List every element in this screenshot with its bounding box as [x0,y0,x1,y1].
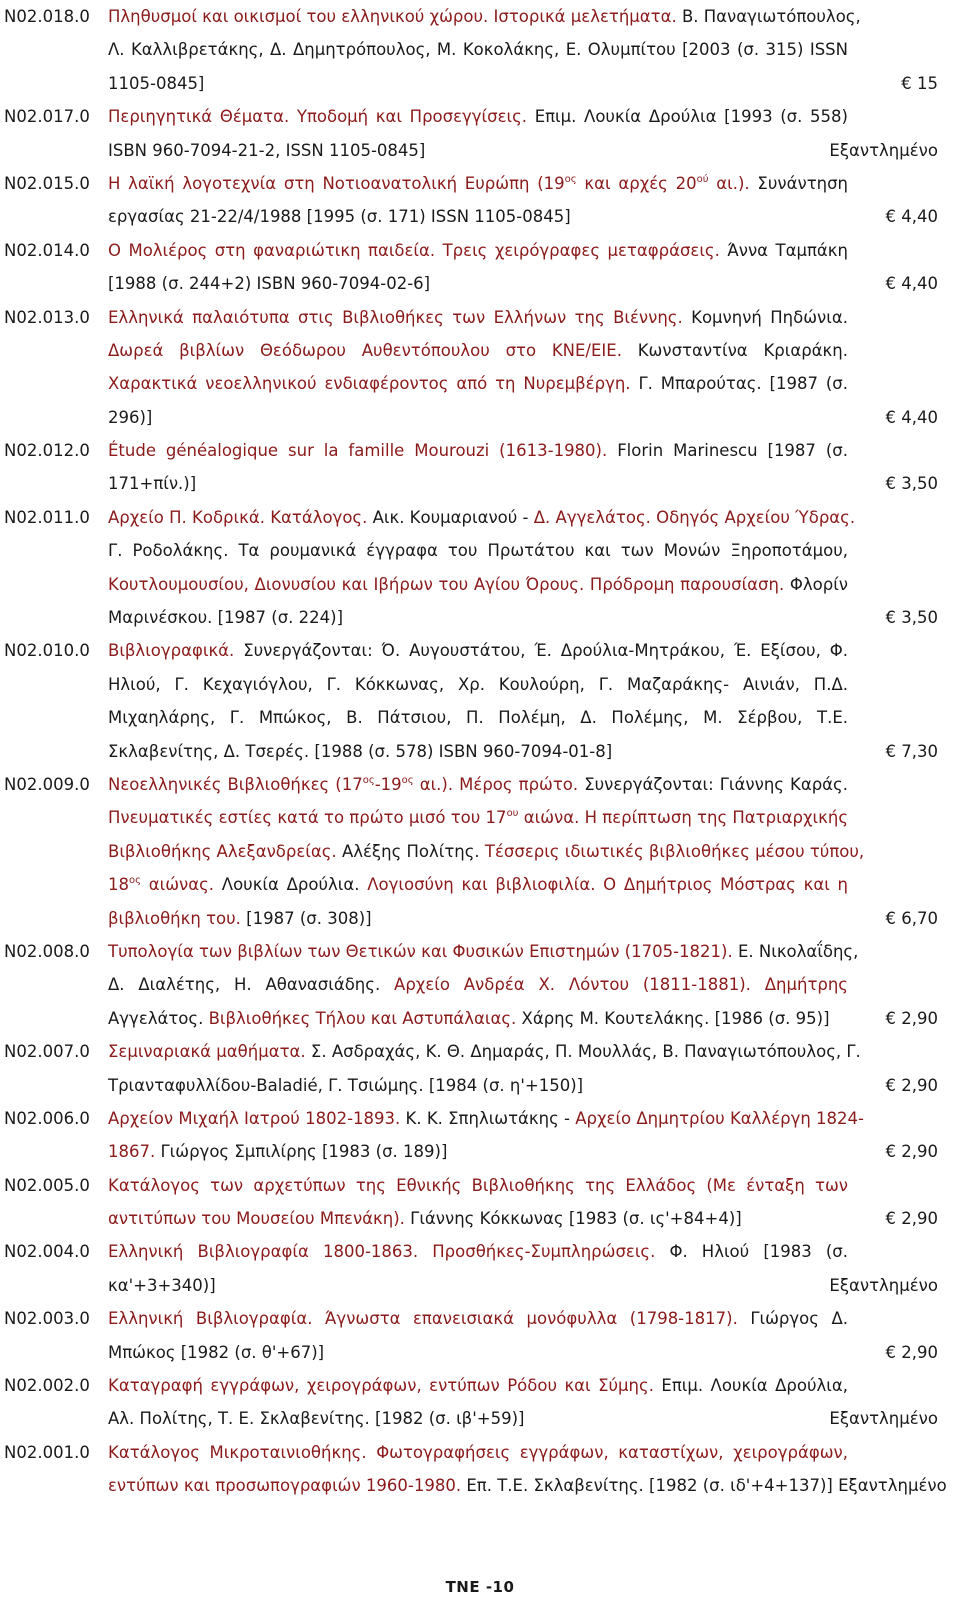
entry-line [0,1302,960,1335]
entry-text [108,167,848,201]
entry-title-text: Η λαϊκή λογοτεχνία στη Νοτιοανατολική Ευρώπη (19 [108,173,565,193]
entry-text [108,1302,848,1336]
entry-line [0,234,960,267]
entry-text [108,868,848,902]
entry-price: € 4,40 [885,274,938,294]
entry-text [108,1469,947,1503]
entry-author-text: Φλορίν [789,574,848,594]
entry-author-text: Μπώκος [1982 (σ. θ'+67)] [108,1342,325,1362]
entry-title-text: Κατάλογος των αρχετύπων της Εθνικής Βιβλιοθήκης της Ελλάδος (Με ένταξη των [108,1175,848,1195]
catalog-entry [0,634,960,768]
entry-title-text: Δ. Αγγελάτος. Οδηγός Αρχείου Ύδρας. [533,507,856,527]
entry-code: Ν02.013.0 [4,307,90,327]
entry-line [0,267,960,300]
entry-code: Ν02.009.0 [4,774,90,794]
entry-title-text: Κατάλογος Μικροταινιοθήκης. Φωτογραφήσεις εγγράφων, καταστίχων, χειρογράφων, [108,1442,848,1462]
entry-line [0,768,960,801]
entry-text [108,200,848,234]
entry-author-text: Άννα Ταμπάκη [727,240,848,260]
entry-line [0,1202,960,1235]
entry-text [108,67,848,101]
entry-code: Ν02.010.0 [4,641,90,661]
entry-line [0,835,960,868]
entry-title-text: -19 [374,774,402,794]
catalog-entry [0,501,960,635]
entry-title-text: Étude généalogique sur la famille Mourouzi (1613-1980). [108,441,618,461]
entry-title-text: Ελληνική Βιβλιογραφία 1800-1863. Προσθήκες-Συμπληρώσεις. [108,1242,670,1262]
entry-title-text: Βιβλιοθήκες Τήλου και Αστυπάλαιας. [208,1008,522,1028]
entry-text [108,1002,848,1036]
entry-author-text: Αλέξης Πολίτης. [341,841,485,861]
entry-line [0,668,960,701]
entry-text [108,1035,861,1069]
entry-text [108,835,865,869]
entry-code: Ν02.018.0 [4,7,90,26]
page-footer: ΤΝΕ -10 [445,1578,515,1596]
entry-author-text: [1988 (σ. 244+2) ISBN 960-7094-02-6] [108,274,431,294]
entry-line [0,1402,960,1435]
entry-code: Ν02.017.0 [4,107,90,127]
entry-text [108,1102,864,1136]
entry-price: € 2,90 [885,1342,938,1362]
entry-author-text: Γ. Ροδολάκης. Τα ρουμανικά έγγραφα του Πρωτάτου και των Μονών Ξηροποτάμου, [108,541,848,561]
entry-code: Ν02.005.0 [4,1175,90,1195]
entry-line [0,1069,960,1102]
entry-text [108,301,848,335]
entry-line [0,334,960,367]
entry-text [108,801,848,835]
entry-title-text: Βιβλιογραφικά. [108,641,244,661]
entry-code: Ν02.015.0 [4,173,90,193]
entry-author-text: Φ. Ηλιού [1983 (σ. [669,1242,848,1262]
entry-line [0,902,960,935]
entry-line [0,100,960,133]
entry-line [0,735,960,768]
entry-code: Ν02.007.0 [4,1042,90,1062]
entry-code: Ν02.011.0 [4,507,90,527]
entry-code: Ν02.012.0 [4,441,90,461]
entry-author-text: Συνάντηση [757,173,848,193]
entry-title-text: Καταγραφή εγγράφων, χειρογράφων, εντύπων Ρόδου και Σύμης. [108,1376,662,1396]
entry-text [108,1369,848,1403]
entry-line [0,1336,960,1369]
catalog-entry [0,1369,960,1436]
catalog-entry [0,1035,960,1102]
entry-author-text: Επιμ. Λουκία Δρούλια, [661,1376,848,1396]
entry-text [108,935,859,969]
entry-line [0,968,960,1001]
entry-text [108,1269,848,1303]
entry-text [108,401,848,435]
entry-title-text: Ελληνική Βιβλιογραφία. Άγνωστα επανεισιακά μονόφυλλα (1798-1817). [108,1309,751,1329]
entry-line [0,601,960,634]
catalog-entry [0,100,960,167]
entry-code: Ν02.003.0 [4,1309,90,1329]
catalog-entry [0,434,960,501]
entry-author-text: 296)] [108,407,153,427]
entry-author-text: Ε. Νικολαΐδης, [737,941,859,961]
entry-title-text: Τέσσερις ιδιωτικές βιβλιοθήκες μέσου τύπου, [484,841,865,861]
entry-price: Εξαντλημένο [829,1275,938,1295]
entry-code: Ν02.001.0 [4,1442,90,1462]
catalog-entry [0,1169,960,1236]
entry-title-text: Αρχείο Ανδρέα Χ. Λόντου (1811-1881). Δημήτρης [394,975,848,995]
entry-text [108,601,848,635]
entry-price: € 15 [901,73,938,93]
entry-text [108,1436,848,1470]
entry-text [108,568,848,602]
entry-text [108,968,848,1002]
entry-price: € 4,40 [885,207,938,227]
entry-title-text: Βιβλιοθήκης Αλεξανδρείας. [108,841,342,861]
entry-title-text: και αρχές 20 [576,173,697,193]
entry-title-text: Χαρακτικά νεοελληνικού ενδιαφέροντος από τη Νυρεμβέργη. [108,374,639,394]
entry-line [0,434,960,467]
entry-line [0,1135,960,1168]
entry-line [0,1169,960,1202]
entry-line [0,200,960,233]
entry-author-text: Β. Παναγιωτόπουλος, [681,7,861,26]
entry-author-text: Επιμ. Λουκία Δρούλια [1993 (σ. 558) [534,107,848,127]
entry-author-text: εργασίας 21-22/4/1988 [1995 (σ. 171) ISSN 1105-0845] [108,207,571,227]
entry-line [0,467,960,500]
entry-code: Ν02.008.0 [4,941,90,961]
entry-text [108,768,848,802]
entry-title-text: 1867. [108,1142,161,1162]
entry-line [0,67,960,100]
entry-author-text: Florin Marinescu [1987 (σ. [617,441,849,461]
entry-price: Εξαντλημένο [829,1409,938,1429]
entry-code: Ν02.002.0 [4,1376,90,1396]
entry-line [0,868,960,901]
entry-title-text: 18 [108,875,129,895]
entry-line [0,1035,960,1068]
entry-text [108,134,848,168]
entry-title-text: Νεοελληνικές Βιβλιοθήκες (17 [108,774,363,794]
entry-author-text: 171+πίν.)] [108,474,197,494]
entry-text [108,100,848,134]
entry-text [108,1202,848,1236]
entry-text [108,1135,848,1169]
entry-author-text: Λουκία Δρούλια. [221,875,368,895]
entry-title-text: Ελληνικά παλαιότυπα στις Βιβλιοθήκες των Ελλήνων της Βιέννης. [108,307,692,327]
entry-text [108,1235,848,1269]
entry-text [108,434,848,468]
entry-author-text: [1987 (σ. 308)] [246,908,372,928]
entry-code: Ν02.014.0 [4,240,90,260]
entry-author-text: Μαρινέσκου. [1987 (σ. 224)] [108,608,344,628]
entry-text [108,634,848,668]
entry-title-text: ος [129,875,141,887]
entry-line [0,534,960,567]
entry-author-text: Γιάννης Κόκκωνας [1983 (σ. ις'+84+4)] [410,1209,742,1229]
entry-title-text: Αρχείο Δημητρίου Καλλέργη 1824- [575,1108,864,1128]
entry-line [0,401,960,434]
entry-author-text: Χάρης Μ. Κουτελάκης. [1986 (σ. 95)] [521,1008,830,1028]
entry-text [108,0,861,34]
entry-line [0,1102,960,1135]
entry-text [108,668,848,702]
entry-title-text: Περιηγητικά Θέματα. Υποδομή και Προσεγγίσεις. [108,107,535,127]
entry-price: € 3,50 [885,608,938,628]
entry-author-text: Επ. Τ.Ε. Σκλαβενίτης. [1982 (σ. ιδ'+4+137)] Εξαντλημένο [466,1476,947,1496]
entry-price: € 2,90 [885,1142,938,1162]
entry-price: € 6,70 [885,908,938,928]
entry-author-text: Κωνσταντίνα Κριαράκη. [637,340,848,360]
entry-line [0,0,960,33]
entry-author-text: Σκλαβενίτης, Δ. Τσερές. [1988 (σ. 578) ISBN 960-7094-01-8] [108,741,613,761]
entry-title-text: ος [564,173,577,185]
entry-title-text: Αρχείον Μιχαήλ Ιατρού 1802-1893. [108,1108,406,1128]
entry-title-text: εντύπων και προσωπογραφιών 1960-1980. [108,1476,467,1496]
entry-line [0,33,960,66]
entry-text [108,534,848,568]
entry-line [0,1369,960,1402]
catalog-entry [0,1235,960,1302]
catalog-entry [0,1436,960,1503]
entry-line [0,1269,960,1302]
catalog-entry [0,935,960,1035]
entry-author-text: Αλ. Πολίτης, Τ. Ε. Σκλαβενίτης. [1982 (σ. ιβ'+59)] [108,1409,525,1429]
entry-title-text: βιβλιοθήκη του. [108,908,247,928]
entry-title-text: Δωρεά βιβλίων Θεόδωρου Αυθεντόπουλου στο ΚΝΕ/ΕΙΕ. [108,340,638,360]
catalog-entry [0,167,960,234]
entry-code: Ν02.004.0 [4,1242,90,1262]
entry-code: Ν02.006.0 [4,1108,90,1128]
entry-text [108,701,848,735]
entry-author-text: Συνεργάζονται: Ό. Αυγουστάτου, Έ. Δρούλια-Μητράκου, Έ. Εξίσου, Φ. [243,641,848,661]
entry-author-text: Τριανταφυλλίδου-Baladié, Γ. Τσιώμης. [1984 (σ. η'+150)] [108,1075,584,1095]
entry-author-text: Γιώργος Δ. [750,1309,849,1329]
entry-price: € 7,30 [885,741,938,761]
entry-line [0,367,960,400]
entry-text [108,467,848,501]
entry-title-text: ου [506,808,519,820]
entry-line [0,935,960,968]
entry-text [108,1069,848,1103]
entry-title-text: Πνευματικές εστίες κατά το πρώτο μισό του 17 [108,808,507,828]
entry-author-text: ISBN 960-7094-21-2, ISSN 1105-0845] [108,140,426,160]
entry-text [108,334,848,368]
entry-text [108,735,848,769]
entry-author-text: Κ. Κ. Σπηλιωτάκης - [405,1108,576,1128]
entry-text [108,267,848,301]
entry-title-text: αιώνα. Η περίπτωση της Πατριαρχικής [518,808,849,828]
entry-title-text: αι.). Μέρος πρώτο. [413,774,585,794]
entry-author-text: Μιχαηλάρης, Γ. Μπώκος, Β. Πάτσιου, Π. Πολέμη, Δ. Πολέμης, Μ. Σέρβου, Τ.Ε. [108,708,848,728]
entry-line [0,634,960,667]
entry-text [108,234,848,268]
entry-text [108,902,848,936]
entry-price: € 2,90 [885,1008,938,1028]
entry-author-text: Κομνηνή Πηδώνια. [691,307,848,327]
entry-line [0,1436,960,1469]
entry-author-text: Γιώργος Σμπιλίρης [1983 (σ. 189)] [160,1142,448,1162]
catalog-entry [0,1102,960,1169]
entry-line [0,801,960,834]
entry-title-text: αι.). [708,173,758,193]
entry-line [0,167,960,200]
entry-title-text: ού [696,173,709,185]
entry-line [0,1002,960,1035]
entry-title-text: Ο Μολιέρος στη φαναριώτικη παιδεία. Τρεις χειρόγραφες μεταφράσεις. [108,240,728,260]
entry-author-text: Λ. Καλλιβρετάκης, Δ. Δημητρόπουλος, Μ. Κοκολάκης, Ε. Ολυμπίτου [2003 (σ. 315) ISSN [108,40,848,60]
entry-author-text: Συνεργάζονται: Γιάννης Καράς. [584,774,848,794]
entry-line [0,568,960,601]
entry-title-text: Λογιοσύνη και βιβλιοφιλία. Ο Δημήτριος Μόστρας και η [367,875,848,895]
catalog-entry [0,301,960,435]
entry-text [108,1402,848,1436]
entry-title-text: αντιτύπων του Μουσείου Μπενάκη). [108,1209,411,1229]
entry-title-text: ος [362,774,375,786]
entry-line [0,1235,960,1268]
entry-author-text: Αγγελάτος. [108,1008,209,1028]
entry-author-text: 1105-0845] [108,73,205,93]
entry-price: € 3,50 [885,474,938,494]
entry-title-text: Σεμιναριακά μαθήματα. [108,1042,311,1062]
entry-author-text: Γ. Μπαρούτας. [1987 (σ. [638,374,848,394]
entry-price: Εξαντλημένο [829,140,938,160]
entry-text [108,33,848,67]
entry-text [108,367,848,401]
entry-author-text: Αικ. Κουμαριανού - [372,507,534,527]
entry-title-text: Αρχείο Π. Κοδρικά. Κατάλογος. [108,507,373,527]
entry-line [0,701,960,734]
entry-title-text: αιώνας. [141,875,222,895]
entry-price: € 2,90 [885,1209,938,1229]
entry-text [108,1169,848,1203]
entry-line [0,301,960,334]
entry-price: € 2,90 [885,1075,938,1095]
entry-text [108,1336,848,1370]
entry-author-text: Δ. Διαλέτης, Η. Αθανασιάδης. [108,975,395,995]
catalog-entry [0,768,960,935]
entry-title-text: Τυπολογία των βιβλίων των Θετικών και Φυσικών Επιστημών (1705-1821). [108,941,738,961]
entry-title-text: Κουτλουμουσίου, Διονυσίου και Ιβήρων του Αγίου Όρους. Πρόδρομη παρουσίαση. [108,574,790,594]
catalog-entry [0,234,960,301]
entry-line [0,501,960,534]
entry-title-text: Πληθυσμοί και οικισμοί του ελληνικού χώρου. Ιστορικά μελετήματα. [108,7,682,26]
catalog-entry [0,0,960,100]
catalog-entry [0,1302,960,1369]
entry-author-text: κα'+3+340)] [108,1275,216,1295]
entry-text [108,501,856,535]
entry-price: € 4,40 [885,407,938,427]
entry-line [0,1469,960,1502]
entry-line [0,134,960,167]
entry-author-text: Ηλιού, Γ. Κεχαγιόγλου, Γ. Κόκκωνας, Χρ. Κουλούρη, Γ. Μαζαράκης- Αινιάν, Π.Δ. [108,674,848,694]
entry-author-text: Σ. Ασδραχάς, Κ. Θ. Δημαράς, Π. Μουλλάς, Β. Παναγιωτόπουλος, Γ. [310,1042,861,1062]
entry-title-text: ος [401,774,414,786]
